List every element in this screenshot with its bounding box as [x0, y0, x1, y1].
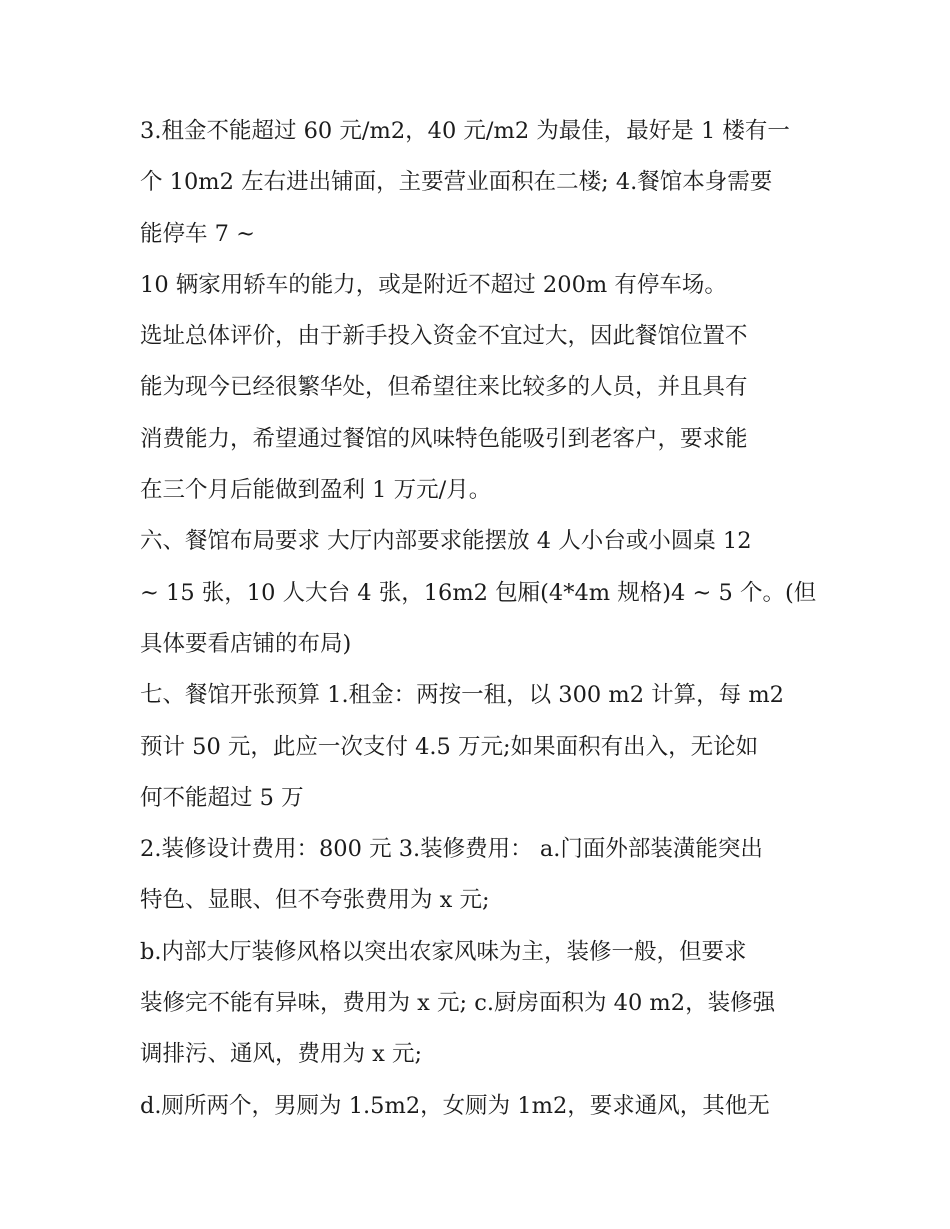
- text-line: 2.装修设计费用：800 元 3.装修费用： a.门面外部装潢能突出: [140, 836, 763, 863]
- text-line: 在三个月后能做到盈利 1 万元/月。: [140, 477, 492, 504]
- text-line: 个 10m2 左右进出铺面，主要营业面积在二楼; 4.餐馆本身需要: [140, 169, 773, 196]
- text-line: 3.租金不能超过 60 元/m2，40 元/m2 为最佳，最好是 1 楼有一: [140, 118, 790, 144]
- text-line: 装修完不能有异味，费用为 x 元; c.厨房面积为 40 m2，装修强: [140, 990, 776, 1017]
- text-line: 能停车 7 ~: [140, 220, 255, 247]
- text-line: 选址总体评价，由于新手投入资金不宜过大，因此餐馆位置不: [140, 323, 748, 350]
- text-line: 六、餐馆布局要求 大厅内部要求能摆放 4 人小台或小圆桌 12: [140, 528, 752, 555]
- text-line: 消费能力，希望通过餐馆的风味特色能吸引到老客户，要求能: [140, 425, 748, 452]
- text-line: 特色、显眼、但不夸张费用为 x 元;: [140, 887, 490, 914]
- document-body: [140, 106, 816, 1132]
- text-line: 调排污、通风，费用为 x 元;: [140, 1041, 423, 1068]
- text-line: ~ 15 张，10 人大台 4 张，16m2 包厢(4*4m 规格)4 ~ 5 个。(但: [140, 579, 817, 606]
- text-line: 七、餐馆开张预算 1.租金：两按一租，以 300 m2 计算，每 m2: [140, 682, 784, 709]
- text-line: 10 辆家用轿车的能力，或是附近不超过 200m 有停车场。: [140, 271, 727, 298]
- text-line: b.内部大厅装修风格以突出农家风味为主，装修一般，但要求: [140, 938, 747, 965]
- text-line: 何不能超过 5 万: [140, 784, 304, 811]
- text-line: 预计 50 元，此应一次支付 4.5 万元;如果面积有出入，无论如: [140, 733, 759, 760]
- text-line: 具体要看店铺的布局): [140, 630, 352, 657]
- text-line: d.厕所两个，男厕为 1.5m2，女厕为 1m2，要求通风，其他无: [140, 1092, 770, 1119]
- text-line: 能为现今已经很繁华处，但希望往来比较多的人员，并且具有: [140, 374, 748, 401]
